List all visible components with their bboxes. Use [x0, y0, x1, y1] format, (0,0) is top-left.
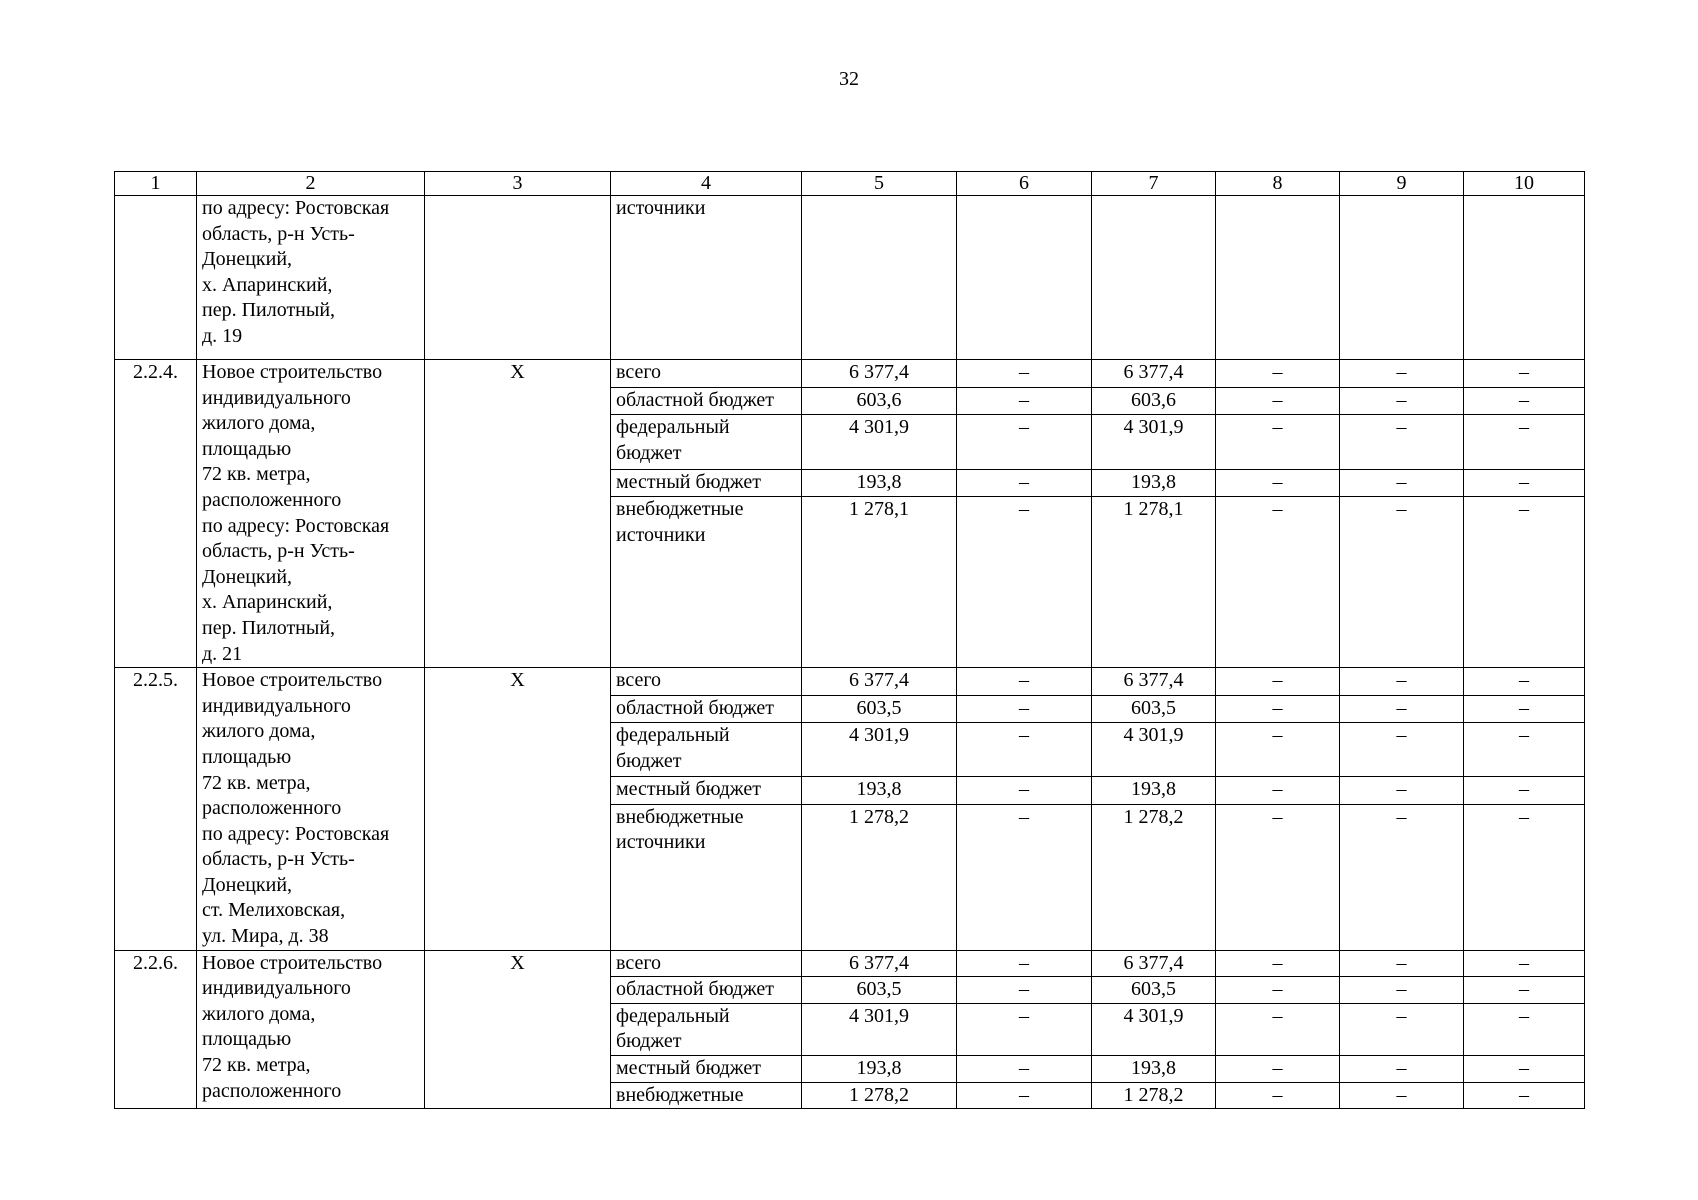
value-cell: –: [1216, 415, 1340, 469]
value-cell: –: [1464, 668, 1585, 696]
value-cell: 4 301,9: [1092, 415, 1216, 469]
value-cell: –: [957, 668, 1092, 696]
value-cell: 1 278,1: [802, 497, 957, 668]
column-header: 2: [197, 172, 425, 196]
value-cell: 193,8: [802, 469, 957, 497]
value-cell: –: [1464, 1003, 1585, 1055]
item-name-cell: Новое строительство индивидуального жилого дома, площадью 72 кв. метра, расположенного по адресу: Ростовская область, р-н Усть- Донецкий, ст. Мелиховская, ул. Мира, д. 38: [197, 668, 425, 951]
source-cell: областной бюджет: [611, 387, 802, 415]
value-cell: –: [957, 497, 1092, 668]
value-cell: –: [957, 804, 1092, 950]
source-cell: внебюджетные источники: [611, 497, 802, 668]
value-cell: –: [1216, 387, 1340, 415]
value-cell: [802, 196, 957, 360]
source-cell: федеральный бюджет: [611, 415, 802, 469]
value-cell: –: [957, 723, 1092, 777]
item-name-cell: по адресу: Ростовская область, р-н Усть- Донецкий, х. Апаринский, пер. Пилотный, д. 19: [197, 196, 425, 360]
value-cell: –: [1464, 415, 1585, 469]
source-cell: внебюджетные источники: [611, 804, 802, 950]
value-cell: –: [1340, 497, 1464, 668]
source-cell: местный бюджет: [611, 469, 802, 497]
value-cell: [1216, 196, 1340, 360]
value-cell: 193,8: [1092, 777, 1216, 805]
value-cell: –: [1216, 497, 1340, 668]
value-cell: –: [1464, 977, 1585, 1004]
value-cell: 603,5: [1092, 695, 1216, 723]
column-header: 3: [425, 172, 611, 196]
value-cell: –: [957, 387, 1092, 415]
value-cell: [1092, 196, 1216, 360]
column-header: 4: [611, 172, 802, 196]
value-cell: –: [1340, 415, 1464, 469]
value-cell: –: [1216, 723, 1340, 777]
value-cell: [957, 196, 1092, 360]
value-cell: 4 301,9: [802, 1003, 957, 1055]
column-header: 1: [115, 172, 197, 196]
value-cell: 603,5: [1092, 977, 1216, 1004]
column-header: 6: [957, 172, 1092, 196]
source-cell: местный бюджет: [611, 777, 802, 805]
value-cell: –: [957, 950, 1092, 977]
item-number-cell: 2.2.6.: [115, 950, 197, 1109]
value-cell: –: [1340, 723, 1464, 777]
value-cell: –: [1216, 977, 1340, 1004]
budget-table: [114, 171, 1585, 1109]
value-cell: –: [1464, 387, 1585, 415]
column-header: 7: [1092, 172, 1216, 196]
table-row: [115, 360, 1585, 388]
source-cell: федеральный бюджет: [611, 723, 802, 777]
value-cell: –: [1216, 1082, 1340, 1109]
value-cell: –: [1216, 777, 1340, 805]
value-cell: –: [1340, 977, 1464, 1004]
value-cell: 4 301,9: [1092, 1003, 1216, 1055]
value-cell: –: [957, 415, 1092, 469]
value-cell: 1 278,2: [802, 804, 957, 950]
page-number: 32: [839, 68, 859, 90]
value-cell: –: [957, 1003, 1092, 1055]
value-cell: –: [1340, 387, 1464, 415]
source-cell: внебюджетные: [611, 1082, 802, 1109]
value-cell: –: [1340, 469, 1464, 497]
value-cell: –: [1216, 469, 1340, 497]
value-cell: –: [1216, 950, 1340, 977]
source-cell: областной бюджет: [611, 977, 802, 1004]
continuation-row: [115, 196, 1585, 360]
value-cell: 603,6: [1092, 387, 1216, 415]
column-header: 9: [1340, 172, 1464, 196]
source-cell: всего: [611, 668, 802, 696]
value-cell: –: [1216, 804, 1340, 950]
value-cell: –: [957, 777, 1092, 805]
col3-cell: Х: [425, 668, 611, 951]
value-cell: –: [1340, 695, 1464, 723]
value-cell: 603,5: [802, 977, 957, 1004]
header-row: [115, 172, 1585, 196]
source-cell: источники: [611, 196, 802, 360]
table-row: [115, 950, 1585, 977]
value-cell: –: [1216, 1003, 1340, 1055]
value-cell: –: [1340, 804, 1464, 950]
value-cell: –: [1464, 497, 1585, 668]
value-cell: –: [1340, 1082, 1464, 1109]
value-cell: [1464, 196, 1585, 360]
table-row: [115, 668, 1585, 696]
value-cell: 6 377,4: [1092, 668, 1216, 696]
value-cell: –: [1464, 1056, 1585, 1083]
value-cell: –: [1464, 469, 1585, 497]
value-cell: 6 377,4: [1092, 360, 1216, 388]
value-cell: –: [1216, 1056, 1340, 1083]
value-cell: –: [1464, 950, 1585, 977]
value-cell: –: [1464, 1082, 1585, 1109]
item-number-cell: [115, 196, 197, 360]
value-cell: –: [1464, 777, 1585, 805]
value-cell: –: [1340, 1003, 1464, 1055]
value-cell: –: [1340, 360, 1464, 388]
value-cell: [1340, 196, 1464, 360]
value-cell: –: [957, 695, 1092, 723]
value-cell: –: [1216, 668, 1340, 696]
value-cell: 603,5: [802, 695, 957, 723]
value-cell: –: [1464, 360, 1585, 388]
source-cell: федеральный бюджет: [611, 1003, 802, 1055]
value-cell: 193,8: [1092, 469, 1216, 497]
value-cell: –: [1340, 668, 1464, 696]
value-cell: 4 301,9: [1092, 723, 1216, 777]
col3-cell: [425, 196, 611, 360]
source-cell: местный бюджет: [611, 1056, 802, 1083]
value-cell: –: [1216, 360, 1340, 388]
value-cell: –: [957, 469, 1092, 497]
value-cell: –: [1464, 695, 1585, 723]
column-header: 10: [1464, 172, 1585, 196]
column-header: 8: [1216, 172, 1340, 196]
value-cell: 6 377,4: [802, 950, 957, 977]
value-cell: –: [957, 360, 1092, 388]
item-name-cell: Новое строительство индивидуального жилого дома, площадью 72 кв. метра, расположенного: [197, 950, 425, 1109]
value-cell: –: [1340, 1056, 1464, 1083]
value-cell: 4 301,9: [802, 723, 957, 777]
value-cell: –: [957, 1056, 1092, 1083]
value-cell: 193,8: [802, 777, 957, 805]
value-cell: –: [1340, 950, 1464, 977]
value-cell: 6 377,4: [802, 360, 957, 388]
value-cell: 6 377,4: [802, 668, 957, 696]
value-cell: 6 377,4: [1092, 950, 1216, 977]
value-cell: 1 278,1: [1092, 497, 1216, 668]
value-cell: 603,6: [802, 387, 957, 415]
item-name-cell: Новое строительство индивидуального жилого дома, площадью 72 кв. метра, расположенного по адресу: Ростовская область, р-н Усть- Донецкий, х. Апаринский, пер. Пилотный, д. 21: [197, 360, 425, 668]
value-cell: –: [1464, 723, 1585, 777]
source-cell: областной бюджет: [611, 695, 802, 723]
col3-cell: Х: [425, 360, 611, 668]
source-cell: всего: [611, 360, 802, 388]
item-number-cell: 2.2.4.: [115, 360, 197, 668]
value-cell: –: [1216, 695, 1340, 723]
item-number-cell: 2.2.5.: [115, 668, 197, 951]
column-header: 5: [802, 172, 957, 196]
value-cell: 1 278,2: [802, 1082, 957, 1109]
value-cell: 193,8: [1092, 1056, 1216, 1083]
value-cell: –: [1464, 804, 1585, 950]
value-cell: –: [957, 1082, 1092, 1109]
value-cell: 4 301,9: [802, 415, 957, 469]
source-cell: всего: [611, 950, 802, 977]
value-cell: 1 278,2: [1092, 1082, 1216, 1109]
col3-cell: Х: [425, 950, 611, 1109]
value-cell: 193,8: [802, 1056, 957, 1083]
value-cell: 1 278,2: [1092, 804, 1216, 950]
value-cell: –: [957, 977, 1092, 1004]
value-cell: –: [1340, 777, 1464, 805]
